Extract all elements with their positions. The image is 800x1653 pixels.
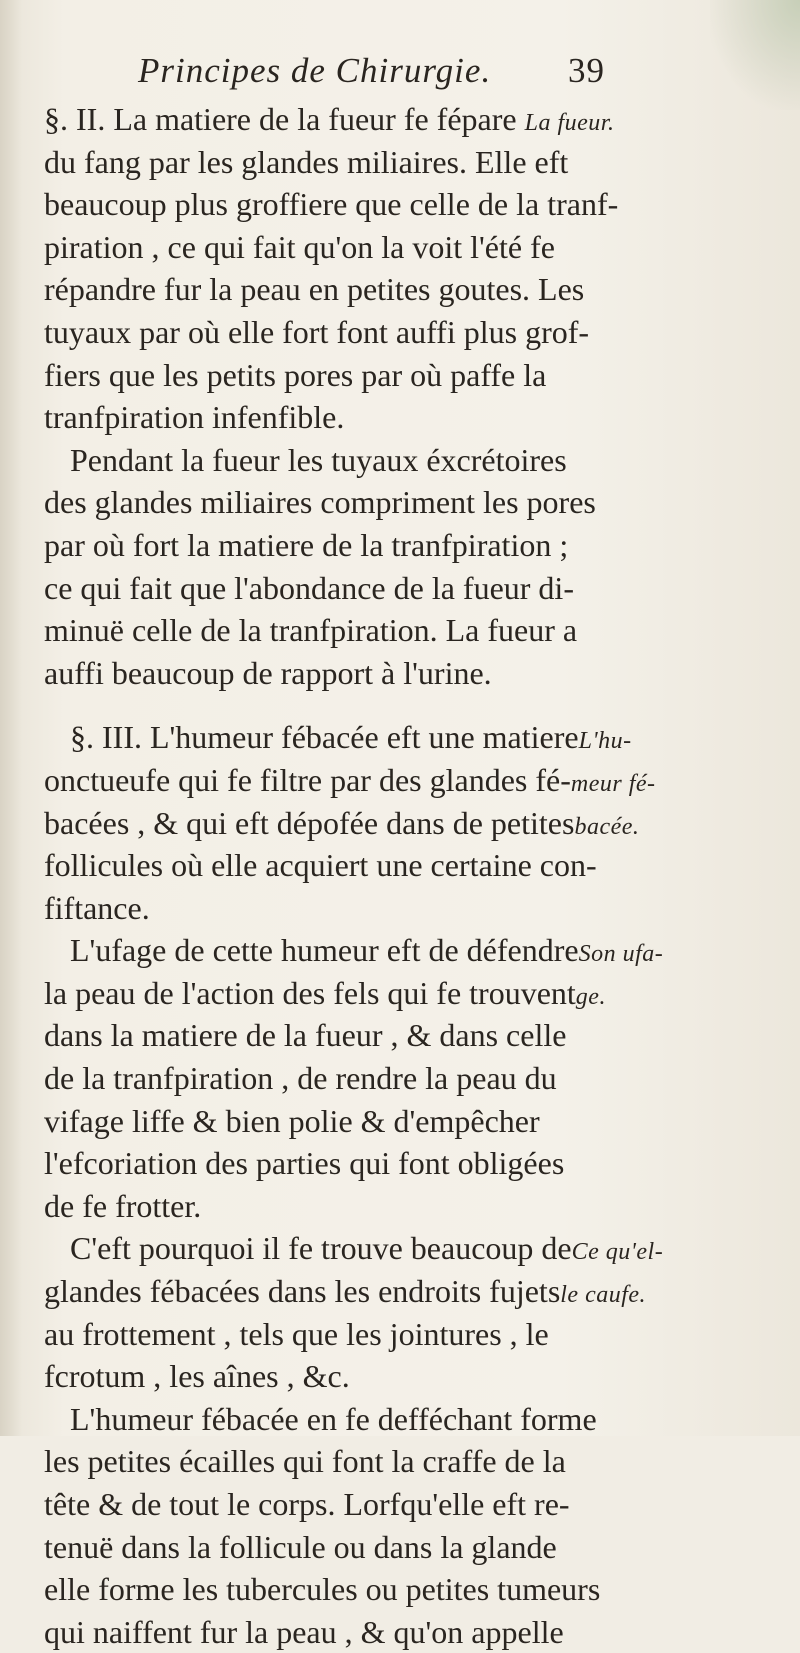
page-corner-shadow <box>710 0 800 110</box>
line-text: follicules où elle acquiert une certaine con- <box>44 847 597 884</box>
margin-note: L'hu- <box>578 728 632 755</box>
page-number: 39 <box>568 51 605 90</box>
paragraph <box>44 1398 764 1653</box>
paragraph <box>44 1227 764 1397</box>
line-text: §. II. La matiere de la fueur fe fépare <box>44 101 525 137</box>
header-title: Principes de Chirurgie. <box>138 51 492 90</box>
line-text: elle forme les tubercules ou petites tumeurs <box>44 1571 601 1608</box>
line-text: beaucoup plus groffiere que celle de la tranf- <box>44 186 619 223</box>
line-text: de fe frotter. <box>44 1187 202 1224</box>
paragraph <box>44 98 764 439</box>
line-text: minuë celle de la tranfpiration. La fueur a <box>44 612 578 649</box>
text-line <box>44 1014 764 1057</box>
line-text: auffi beaucoup de rapport à l'urine. <box>44 654 492 691</box>
margin-note: meur fé- <box>570 770 656 797</box>
margin-note: Ce qu'el- <box>571 1239 664 1266</box>
text-line <box>44 354 764 397</box>
text-line <box>44 1142 764 1185</box>
line-text: piration , ce qui fait qu'on la voit l'été fe <box>44 228 555 265</box>
text-line <box>44 226 764 269</box>
text-line <box>44 887 764 930</box>
line-text: de la tranfpiration , de rendre la peau du <box>44 1060 557 1097</box>
text-line <box>44 439 764 482</box>
line-text: au frottement , tels que les jointures , le <box>44 1315 549 1352</box>
text-line <box>44 311 764 354</box>
line-text: fiftance. <box>44 889 150 926</box>
margin-note: ge. <box>575 983 606 1010</box>
line-text: L'humeur fébacée en fe defféchant forme <box>70 1400 597 1437</box>
paragraph <box>44 716 764 929</box>
text-line <box>44 1440 764 1483</box>
line-text: C'eft pourquoi il fe trouve beaucoup de <box>70 1230 572 1267</box>
text-line <box>44 1483 764 1526</box>
line-text: bacées , & qui eft dépofée dans de petites <box>44 804 575 841</box>
text-line <box>44 1227 764 1270</box>
line-text: les petites écailles qui font la craffe de la <box>44 1443 566 1480</box>
line-text: tête & de tout le corps. Lorfqu'elle eft re- <box>44 1486 570 1522</box>
text-line <box>44 183 764 226</box>
text-line <box>44 1398 764 1441</box>
body-text <box>44 98 764 1653</box>
line-text: glandes fébacées dans les endroits fujets <box>44 1273 561 1310</box>
text-line <box>44 652 764 695</box>
text-line <box>44 844 764 887</box>
text-line <box>44 1270 764 1313</box>
line-text: tuyaux par où elle fort font auffi plus grof- <box>44 313 590 350</box>
text-line <box>44 1313 764 1356</box>
text-line <box>44 1526 764 1569</box>
text-line <box>44 1568 764 1611</box>
text-line <box>44 268 764 311</box>
text-line <box>44 929 764 972</box>
text-line <box>44 609 764 652</box>
text-line <box>44 141 764 184</box>
line-text: qui naiffent fur la peau , & qu'on appelle <box>44 1613 564 1650</box>
paragraph <box>44 439 764 695</box>
text-line <box>44 98 764 141</box>
line-text: Pendant la fueur les tuyaux éxcrétoires <box>70 441 567 478</box>
running-header <box>138 48 618 94</box>
text-line <box>44 972 764 1015</box>
page-gutter <box>0 0 22 1436</box>
text-line <box>44 1057 764 1100</box>
text-line <box>44 396 764 439</box>
paragraph <box>44 929 764 1227</box>
line-text: ce qui fait que l'abondance de la fueur di- <box>44 569 574 606</box>
text-line <box>44 759 764 802</box>
line-text: onctueufe qui fe filtre par des glandes fé- <box>44 761 571 798</box>
margin-note: le caufe. <box>560 1282 647 1309</box>
text-line <box>44 1100 764 1143</box>
margin-note: Son ufa- <box>578 941 664 968</box>
line-text: l'efcoriation des parties qui font obligées <box>44 1145 565 1182</box>
line-text: par où fort la matiere de la tranfpiration ; <box>44 526 569 563</box>
text-line <box>44 1355 764 1398</box>
line-text: la peau de l'action des fels qui fe trouvent <box>44 974 576 1011</box>
line-text: L'ufage de cette humeur eft de défendre <box>70 932 579 969</box>
text-line <box>44 481 764 524</box>
text-line <box>44 802 764 845</box>
margin-note: La fueur. <box>524 110 615 136</box>
line-text: du fang par les glandes miliaires. Elle eft <box>44 143 569 180</box>
line-text: vifage liffe & bien polie & d'empêcher <box>44 1102 540 1139</box>
line-text: tenuë dans la follicule ou dans la glande <box>44 1528 557 1565</box>
line-text: des glandes miliaires compriment les pores <box>44 484 596 521</box>
text-line <box>44 1185 764 1228</box>
text-line <box>44 1611 764 1653</box>
text-line <box>44 716 764 759</box>
line-text: répandre fur la peau en petites goutes. Les <box>44 271 585 308</box>
section-gap <box>44 694 764 716</box>
margin-note: bacée. <box>574 813 640 840</box>
text-line <box>44 524 764 567</box>
line-text: fcrotum , les aînes , &c. <box>44 1358 350 1395</box>
line-text: §. III. L'humeur fébacée eft une matiere <box>70 719 579 756</box>
line-text: dans la matiere de la fueur , & dans celle <box>44 1017 567 1054</box>
text-line <box>44 567 764 610</box>
line-text: tranfpiration infenfible. <box>44 399 345 436</box>
line-text: fiers que les petits pores par où paffe la <box>44 356 547 393</box>
